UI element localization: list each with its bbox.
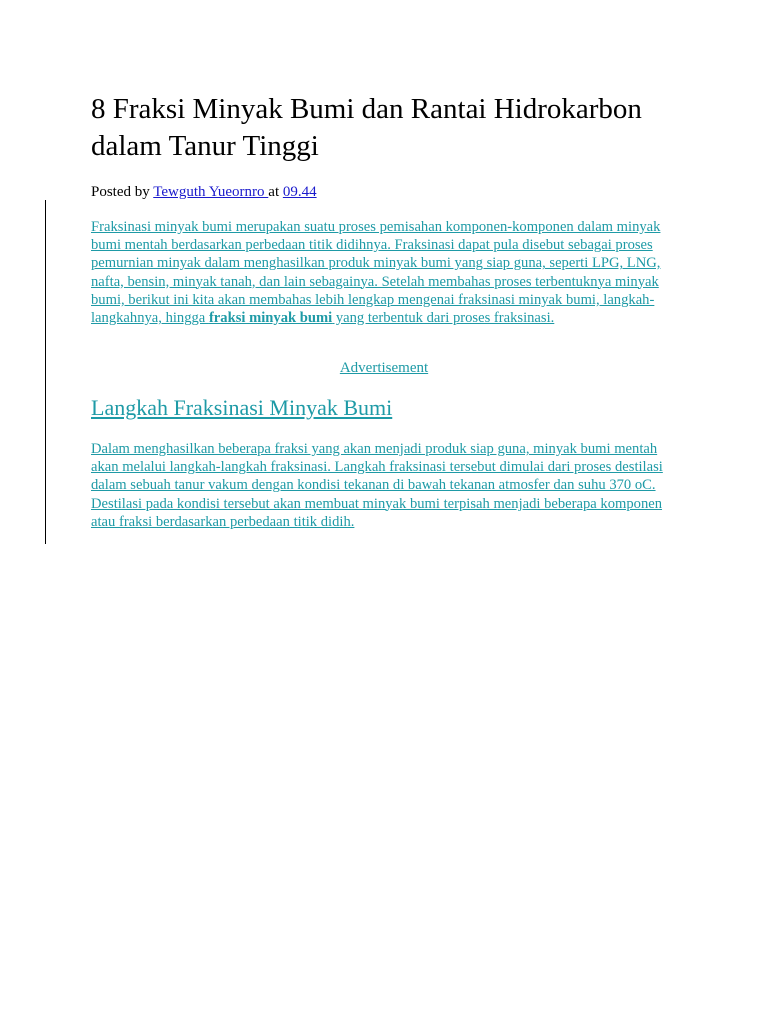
byline-at: at [268, 184, 283, 200]
post-byline [91, 183, 317, 201]
post-title: 8 Fraksi Minyak Bumi dan Rantai Hidrokarbon dalam Tanur Tinggi [91, 93, 642, 162]
intro-bold-keyword: fraksi minyak bumi [208, 310, 333, 327]
advertisement-link[interactable]: Advertisement [339, 360, 429, 376]
post-time-link[interactable]: 09.44 [282, 184, 317, 200]
intro-text-before: Fraksinasi minyak bumi merupakan suatu proses pemisahan komponen-komponen dalam minyak bumi mentah berdasarkan perbedaan titik didihnya. Fraksinasi dapat pula disebut sebagai proses pemurnian minyak dalam menghasilkan produk minyak bumi yang siap guna, seperti LPG, LNG, nafta, bensin, minyak tanah, dan lain sebagainya. Setelah membahas proses terbentuknya minyak bumi, berikut ini kita akan membahas lebih lengkap mengenai fraksinasi minyak bumi, langkah-langkahnya, hingga [91, 219, 661, 327]
author-link[interactable]: Tewguth Yueornro [153, 184, 269, 200]
intro-paragraph[interactable] [91, 218, 681, 327]
left-margin-rule [45, 200, 46, 544]
byline-prefix: Posted by [91, 184, 154, 200]
section-heading[interactable]: Langkah Fraksinasi Minyak Bumi [91, 395, 393, 420]
intro-text-after: yang terbentuk dari proses fraksinasi. [332, 310, 555, 327]
section-paragraph[interactable]: Dalam menghasilkan beberapa fraksi yang akan menjadi produk siap guna, minyak bumi mentah akan melalui langkah-langkah fraksinasi. Langkah fraksinasi tersebut dimulai dari proses destilasi dalam sebuah tanur vakum dengan kondisi tekanan di bawah tekanan atmosfer dan suhu 370 oC. Destilasi pada kondisi tersebut akan membuat minyak bumi terpisah menjadi beberapa komponen atau fraksi berdasarkan perbedaan titik didih. [91, 441, 663, 530]
